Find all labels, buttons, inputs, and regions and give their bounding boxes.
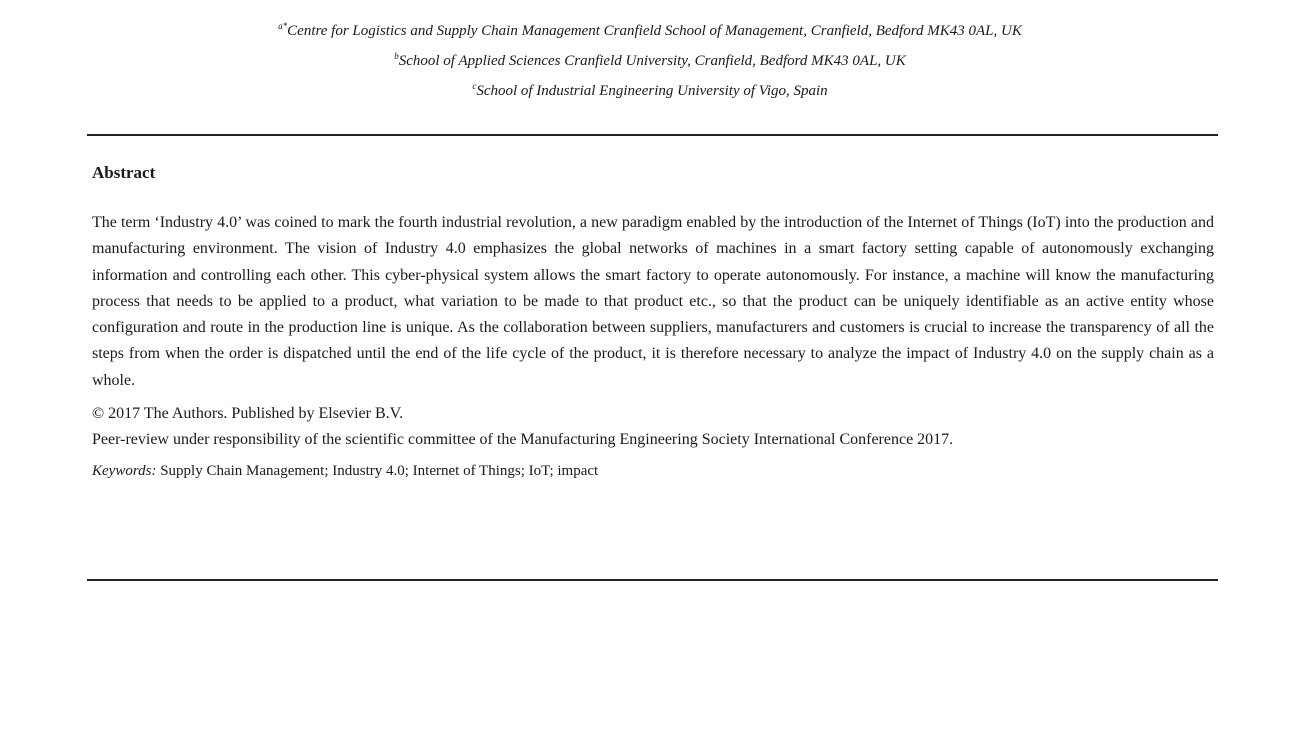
top-divider xyxy=(87,134,1218,136)
keywords-label: Keywords: xyxy=(92,463,157,480)
keywords-text: Supply Chain Management; Industry 4.0; Internet of Things; IoT; impact xyxy=(160,463,599,480)
copyright-line: © 2017 The Authors. Published by Elsevier B.V. xyxy=(92,405,404,423)
affiliation-marker: c xyxy=(472,81,477,91)
abstract-body: The term ‘Industry 4.0’ was coined to mark the fourth industrial revolution, a new paradigm enabled by the introduction of the Internet of Things (IoT) into the production and manufacturing environment. The vision of Industry 4.0 emphasizes the global networks of machines in a smart factory setting capable of autonomously exchanging information and controlling each other. This cyber-physical system allows the smart factory to operate autonomously. For instance, a machine will know the manufacturing process that needs to be applied to a product, what variation to be made to that product etc., so that the product can be uniquely identifiable as an active entity whose configuration and route in the production line is unique. As the collaboration between suppliers, manufacturers and customers is crucial to increase the transparency of all the steps from when the order is dispatched until the end of the life cycle of the product, it is therefore necessary to analyze the impact of Industry 4.0 on the supply chain as a whole. xyxy=(92,214,1214,389)
abstract-heading: Abstract xyxy=(92,163,156,182)
affiliation-a xyxy=(0,14,1300,44)
affiliation-b xyxy=(0,44,1300,74)
affiliation-marker: b xyxy=(394,51,399,61)
affiliation-c xyxy=(0,74,1300,104)
bottom-divider xyxy=(87,579,1218,581)
affiliation-text: Centre for Logistics and Supply Chain Management Cranfield School of Management, Cranfield, Bedford MK43 0AL, UK xyxy=(287,23,1022,39)
peer-review-line: Peer-review under responsibility of the scientific committee of the Manufacturing Engineering Society International Conference 2017. xyxy=(92,431,954,449)
abstract-section xyxy=(92,160,1214,484)
affiliations xyxy=(0,14,1300,104)
copyright-notice xyxy=(92,401,1214,453)
affiliation-text: School of Applied Sciences Cranfield University, Cranfield, Bedford MK43 0AL, UK xyxy=(398,53,906,69)
affiliation-text: School of Industrial Engineering University of Vigo, Spain xyxy=(476,83,828,99)
affiliation-marker: a* xyxy=(278,21,288,31)
keywords xyxy=(92,458,1214,484)
